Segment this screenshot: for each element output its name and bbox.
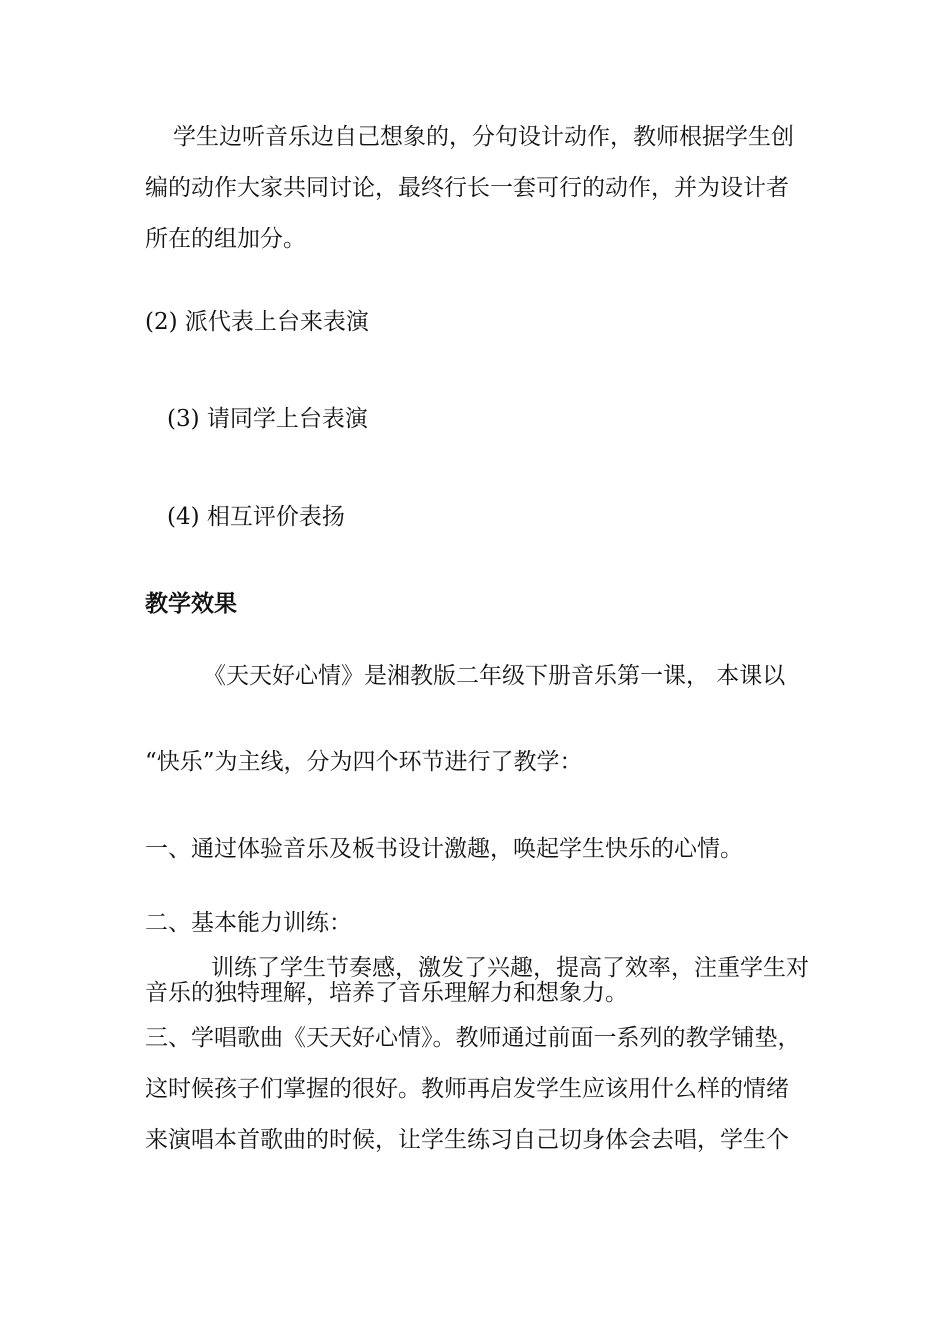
step-2: (2) 派代表上台来表演: [145, 309, 369, 335]
paragraph-1-line-2: 编的动作大家共同讨论，最终行长一套可行的动作，并为设计者: [145, 175, 789, 201]
intro-line-2: “快乐”为主线，分为四个环节进行了教学：: [145, 749, 583, 775]
item-3-line-2: 这时候孩子们掌握的很好。教师再启发学生应该用什么样的情绪: [145, 1076, 789, 1102]
item-2-title: 二、基本能力训练：: [145, 910, 352, 936]
section-title: 教学效果: [145, 590, 237, 617]
item-2-line-1: 训练了学生节奏感，激发了兴趣，提高了效率，注重学生对: [211, 955, 809, 981]
step-3: (3) 请同学上台表演: [167, 406, 368, 432]
item-1: 一、通过体验音乐及板书设计激趣，唤起学生快乐的心情。: [145, 836, 743, 862]
paragraph-1-line-3: 所在的组加分。: [145, 226, 306, 252]
paragraph-1-line-1: 学生边听音乐边自己想象的，分句设计动作，教师根据学生创: [173, 124, 794, 150]
intro-line-1: 《天天好心情》是湘教版二年级下册音乐第一课， 本课以: [203, 663, 786, 689]
step-4: (4) 相互评价表扬: [167, 504, 345, 530]
item-2-line-2: 音乐的独特理解，培养了音乐理解力和想象力。: [145, 980, 628, 1006]
item-3-line-1: 三、学唱歌曲《天天好心情》。教师通过前面一系列的教学铺垫，: [145, 1025, 801, 1051]
item-3-line-3: 来演唱本首歌曲的时候，让学生练习自己切身体会去唱，学生个: [145, 1127, 789, 1153]
